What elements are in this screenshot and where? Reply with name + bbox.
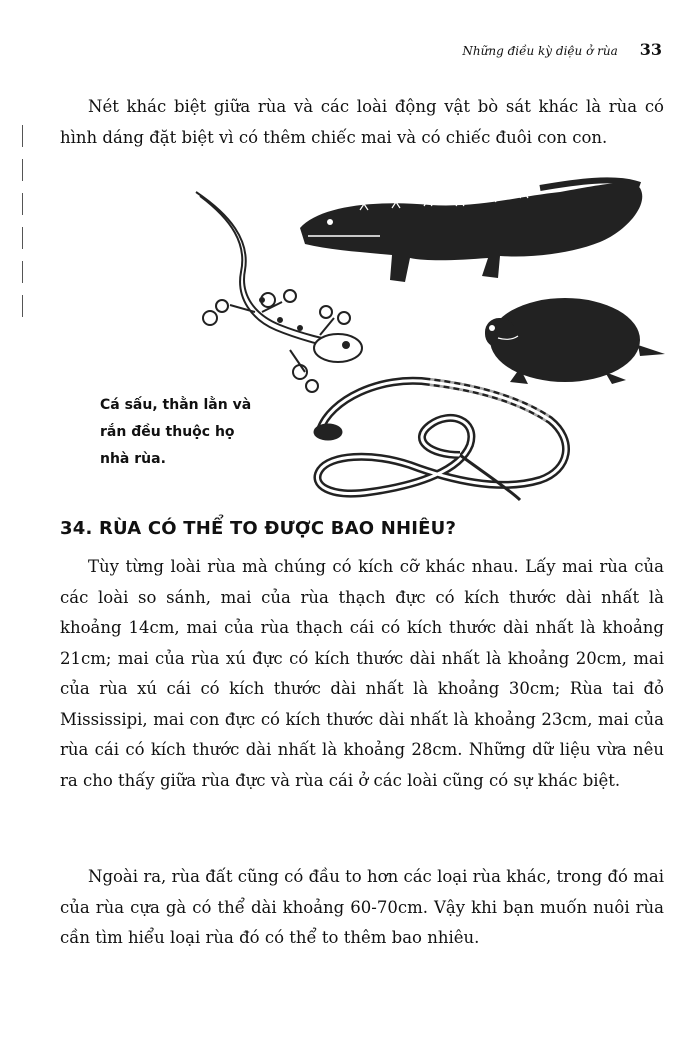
turtle-icon: [485, 298, 665, 384]
running-title: Những điều kỳ diệu ở rùa: [462, 44, 618, 58]
snake-icon: [314, 381, 566, 500]
intro-paragraph: Nét khác biệt giữa rùa và các loài động vật bò sát khác là rùa có hình dáng đặt biệt vì có thêm chiếc mai và có chiếc đuôi con con.: [60, 97, 664, 147]
illustration-caption: Cá sấu, thằn lằn và rắn đều thuộc họ nhà rùa.: [100, 397, 252, 467]
section-paragraph: Tùy từng loài rùa mà chúng có kích cỡ khác nhau. Lấy mai rùa của các loài so sánh, mai của rùa thạch đực có kích thước dài nhất là khoảng 14cm, mai của rùa thạch cái có kích thước dài nhất là khoảng 21cm; mai của rùa xú đực có kích thước dài nhất là khoảng 20cm, mai của rùa xú cái có kích thước dài nhất là khoảng 30cm; Rùa tai đỏ Mississipi, mai con đực có kích thước dài nhất là khoảng 23cm, mai của rùa cái có kích thước dài nhất là khoảng 28cm. Những dữ liệu vừa nêu ra cho thấy giữa rùa đực và rùa cái ở các loài cũng có sự khác biệt.: [60, 557, 664, 790]
section-title: 34. RÙA CÓ THỂ TO ĐƯỢC BAO NHIÊU?: [60, 518, 457, 539]
section-paragraph: Ngoài ra, rùa đất cũng có đầu to hơn các loại rùa khác, trong đó mai của rùa cựa gà có thể dài khoảng 60-70cm. Vậy khi bạn muốn nuôi rùa cần tìm hiểu loại rùa đó có thể to thêm bao nhiêu.: [60, 867, 664, 947]
page-number: 33: [639, 40, 662, 59]
crocodile-icon: [300, 180, 642, 282]
